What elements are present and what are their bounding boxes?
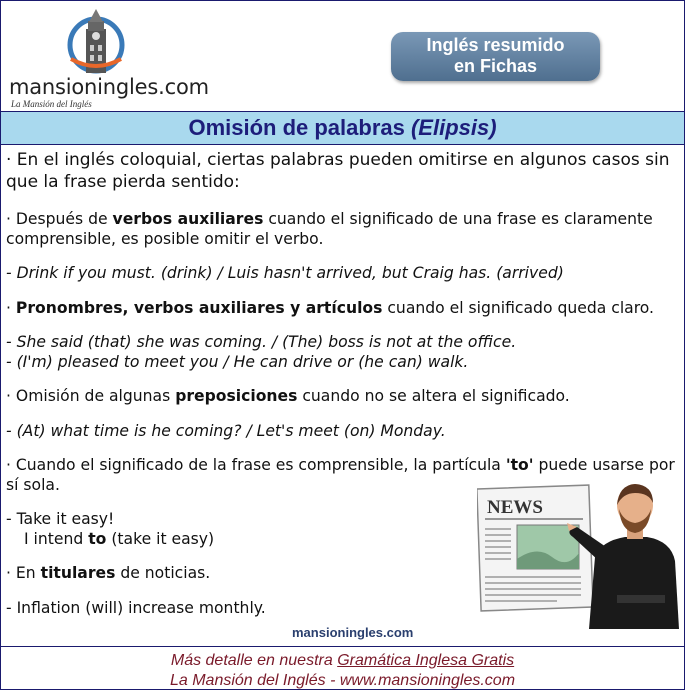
brand-subtitle: La Mansión del Inglés — [11, 99, 92, 109]
text: · Después de — [6, 210, 113, 228]
man-pointing-newspaper-illustration — [477, 479, 682, 629]
text: · Cuando el significado de la frase es comprensible, la partícula — [6, 456, 506, 474]
brand-name[interactable]: mansioningles.com — [9, 75, 209, 99]
text: cuando el significado de una frase es claramente comprensible, es posible omitir el verbo. — [6, 210, 653, 248]
text: I intend — [24, 529, 89, 548]
text: Más detalle en nuestra — [170, 652, 338, 669]
text: cuando el significado queda claro. — [382, 298, 654, 317]
text: · — [6, 298, 16, 317]
title-italic: (Elipsis) — [410, 115, 497, 140]
bold-term: 'to' — [505, 456, 534, 474]
title-main: Omisión de palabras — [188, 115, 411, 140]
newspaper-icon — [477, 485, 593, 611]
example-1: - Drink if you must. (drink) / Luis hasn't arrived, but Craig has. (arrived) — [6, 264, 564, 282]
page-title — [1, 112, 684, 145]
bold-term: verbos auxiliares — [112, 210, 264, 228]
rule-prepositions — [6, 387, 681, 407]
badge-line-1: Inglés resumido — [426, 35, 565, 55]
news-label: NEWS — [487, 497, 543, 518]
example-3: - (At) what time is he coming? / Let's meet (on) Monday. — [6, 421, 446, 440]
text: cuando no se altera el significado. — [297, 387, 570, 405]
example-2a: - She said (that) she was coming. / (The) boss is not at the office. — [6, 333, 517, 351]
bold-term: Pronombres, verbos auxiliares y artículos — [15, 298, 383, 317]
header — [1, 1, 684, 112]
footer — [1, 646, 684, 689]
footer-line-2: La Mansión del Inglés - www.mansioningles.com — [169, 672, 516, 689]
text: puede usarse por sí sola. — [6, 456, 675, 494]
grammar-link[interactable]: Gramática Inglesa Gratis — [337, 652, 515, 669]
rule-pronouns — [6, 299, 681, 319]
intro-text: · En el inglés coloquial, ciertas palabras pueden omitirse en algunos casos sin que la frase pierda sentido: — [6, 150, 670, 192]
fichas-badge[interactable] — [391, 32, 600, 81]
text: · En — [6, 564, 41, 582]
bold-term: to — [88, 529, 107, 548]
bold-term: titulares — [40, 564, 116, 582]
example-5: - Inflation (will) increase monthly. — [6, 598, 266, 617]
text: de noticias. — [115, 564, 211, 582]
footer-line-1 — [1, 651, 684, 671]
example-2b: - (I'm) pleased to meet you / He can drive or (he can) walk. — [6, 352, 469, 371]
rule-auxiliary-verbs — [6, 210, 681, 249]
text: (take it easy) — [106, 529, 215, 548]
example-4a: - Take it easy! — [6, 510, 115, 528]
watermark-brand: mansioningles.com — [292, 625, 414, 640]
bold-term: preposiciones — [175, 387, 298, 405]
text: · Omisión de algunas — [6, 387, 176, 405]
tower-logo-icon — [63, 7, 129, 77]
badge-line-2: en Fichas — [453, 56, 538, 76]
